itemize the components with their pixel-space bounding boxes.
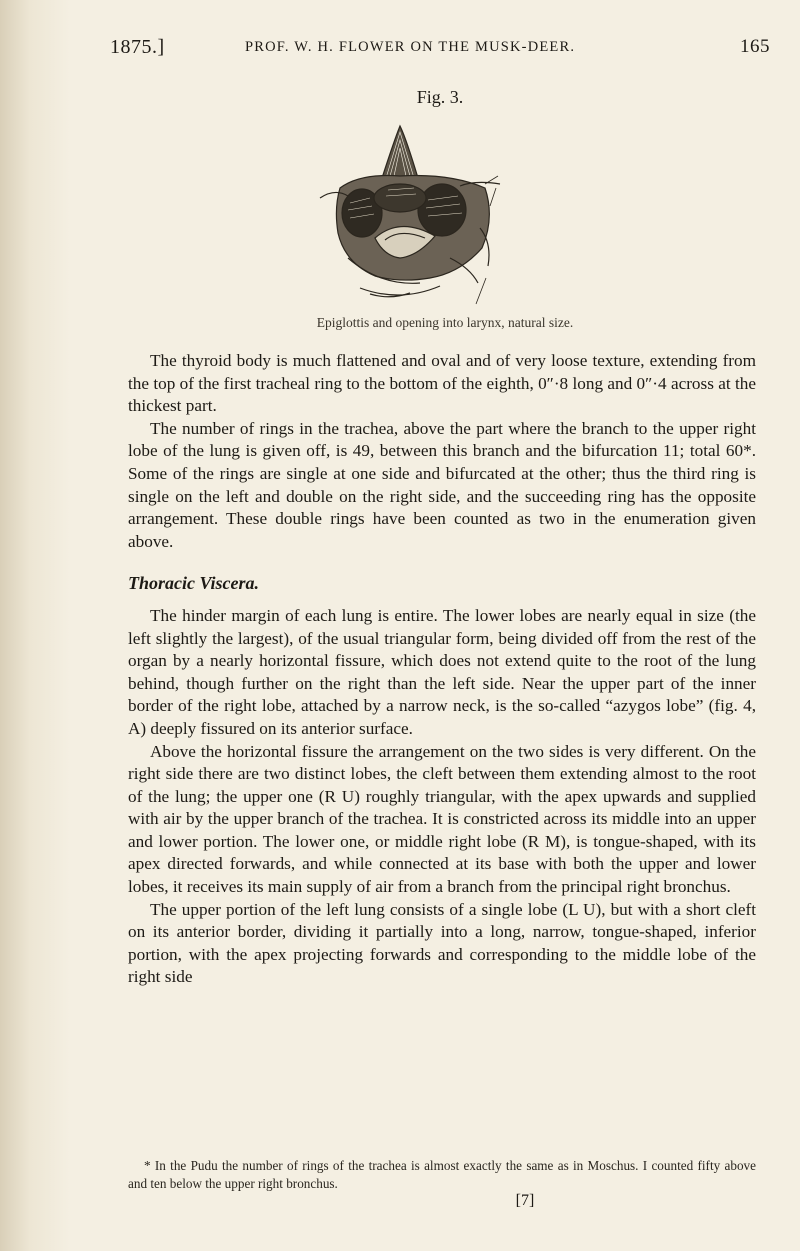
footnote: [128, 1157, 756, 1193]
signature-mark: [7]: [515, 1192, 535, 1209]
main-text: [128, 350, 756, 989]
section-heading: Thoracic Viscera.: [128, 573, 259, 594]
figure-caption: Epiglottis and opening into larynx, natural size.: [316, 315, 574, 330]
header-year: 1875.]: [110, 36, 165, 58]
running-header: [110, 36, 770, 66]
figure-label: Fig. 3.: [416, 87, 464, 107]
page-number: 165: [740, 36, 770, 57]
header-title: PROF. W. H. FLOWER ON THE MUSK-DEER.: [245, 39, 576, 55]
paragraph-left-lung: The upper portion of the left lung consists of a single lobe (L U), but with a short cleft on its anterior border, dividing it partially into a long, narrow, tongue-shaped, inferior portion, with the apex projecting forwards and corresponding to the middle lobe of the right side: [128, 899, 756, 987]
paragraph-trachea-rings: The number of rings in the trachea, above the part where the branch to the upper right lobe of the lung is given off, is 49, between this branch and the bifurcation 11; total 60*. Some of the rings are single at one side and bifurcated at the other; thus the third ring is single on the left and double on the right side, and the succeeding ring has the opposite arrangement. These double rings have been counted as two in the enumeration given above.: [128, 418, 756, 551]
paragraph-horizontal-fissure: Above the horizontal fissure the arrangement on the two sides is very different. On the right side there are two distinct lobes, the cleft between them extending almost to the root of the lung; the upper one (R U) roughly triangular, with the apex upwards and supplied with air by the upper branch of the trachea. It is constricted across its middle into an upper and lower portion. The lower one, or middle right lobe (R M), is tongue-shaped, with its apex directed forwards, and while connected at its base with both the upper and lower lobes, it receives its main supply of air from a branch from the principal right bronchus.: [128, 741, 756, 897]
paragraph-thyroid: The thyroid body is much flattened and oval and of very loose texture, extending from the top of the first tracheal ring to the bottom of the eighth, 0″·8 long and 0″·4 across at the thickest part.: [128, 351, 756, 416]
larynx-illustration: [300, 118, 525, 310]
footnote-text: * In the Pudu the number of rings of the trachea is almost exactly the same as in Moschus. I counted fifty above and ten below the upper right bronchus.: [128, 1158, 756, 1191]
larynx-engraving: [300, 118, 525, 310]
paragraph-lungs: The hinder margin of each lung is entire. The lower lobes are nearly equal in size (the left slightly the largest), of the usual triangular form, being divided off from the rest of the organ by a nearly horizontal fissure, which does not extend quite to the root of the lung behind, though further on the right than the left side. Near the upper part of the inner border of the right lobe, attached by a narrow neck, is the so-called “azygos lobe” (fig. 4, A) deeply fissured on its anterior surface.: [128, 605, 756, 738]
